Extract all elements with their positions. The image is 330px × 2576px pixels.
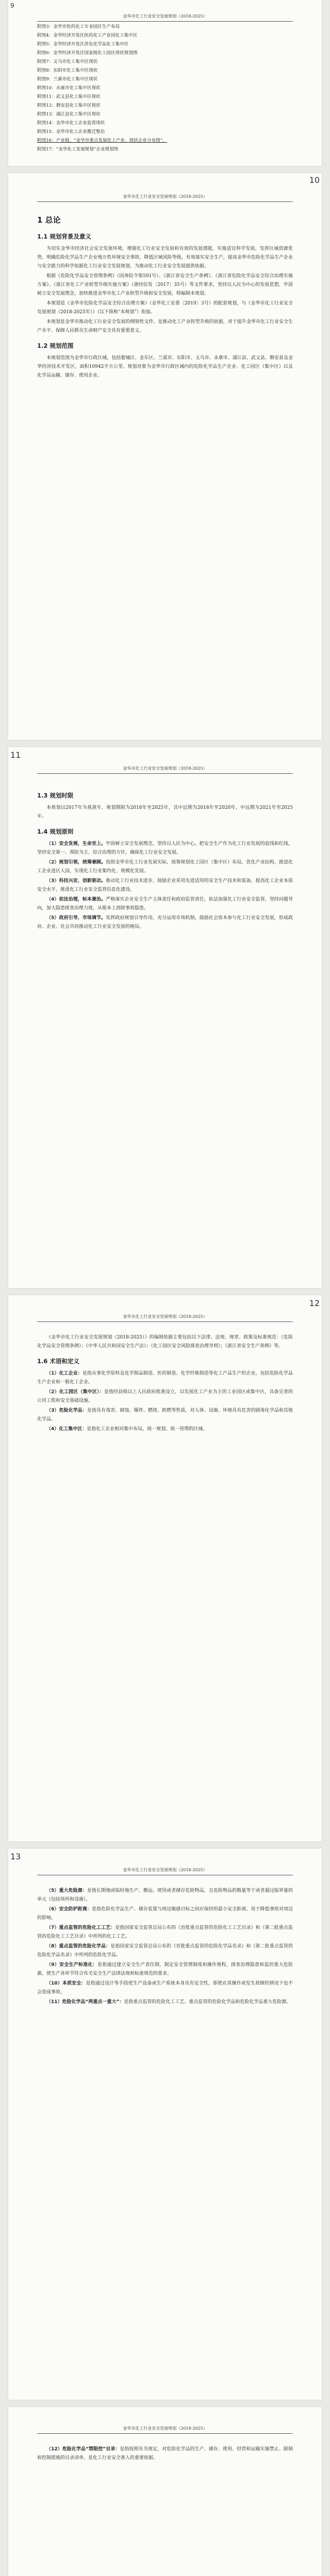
paragraph: 本规划范围为金华市行政区域，包括婺城区、金东区、兰溪市、东阳市、义乌市、永康市、浦江县、武义县、磐安县及金华经济技术开发区，面积10942平方公里。规划对象为金华市行政区域内的危险化学品生产企业、化工园区（集中区）以及化学品运输、储存、使用企业。 [37, 355, 293, 378]
principle-label: （4）依法治理，标本兼治。 [46, 897, 106, 902]
term-item [37, 1369, 293, 1387]
principle-text: 严格落实企业安全生产主体责任和政府监管责任，依法加强化工行业安全监管，坚持问题导向，加大隐患排查治理力度，从根本上消除事故隐患。 [37, 897, 293, 911]
term-item [37, 1979, 293, 1997]
toc-line: 附图17：“金华化工发展规划”企业规划图 [37, 147, 119, 152]
term-label: （5）重大危险源： [46, 1888, 87, 1893]
toc-line: 附图8：东阳市化工集中区现状 [37, 68, 98, 73]
toc-list [37, 23, 293, 154]
running-header: 金华市化工行业安全发展规划（2018-2025） [37, 194, 293, 202]
term-label: （9）安全生产标准化： [46, 1962, 98, 1968]
running-header: 金华市化工行业安全发展规划（2018-2025） [37, 1867, 293, 1875]
term-label: （11）危险化学品“两重点一重大”： [46, 1999, 124, 2005]
term-item [37, 1388, 293, 1405]
term-text: 是指国家安全监管总局公布的《首批重点监管的危险化学品名录》和《第二批重点监管的危险化学品名录》中所列的危险化学品。 [37, 1944, 293, 1958]
section-title: 1.6 术语和定义 [37, 1358, 79, 1365]
principle-text: 发挥政府规划引导作用，充分运用市场机制，鼓励社会资本参与化工行业安全发展，形成政府、企业、社会共同推动化工行业安全发展的格局。 [37, 916, 293, 929]
page-number: 11 [10, 750, 21, 760]
paragraph: 本规划是《金华市危险化学品安全综合治理方案》（金华化工安委〔2019〕3号）的配套规划，与《金华市化工行业安全发展规划（2018-2025年）》（以下简称“本规划”）衔接。 [37, 301, 293, 315]
term-text: 是指重点监管的危险化工工艺、重点监管的危险化学品和危险化学品重大危险源。 [124, 1999, 291, 2005]
running-header: 金华市化工行业安全发展规划（2018-2025） [37, 1314, 293, 1322]
term-item [37, 1406, 293, 1424]
page-number: 12 [309, 1298, 320, 1308]
principle-label: （1）安全发展，生命至上。 [46, 841, 106, 846]
term-text: 是指化工企业相对集中布局，统一规划、统一管理的区域。 [87, 1427, 208, 1432]
paragraph: 本规划以2017年为基准年，规划期限为2018年至2025年，其中近期为2018年至2020年，中远期为2021年至2025年。 [37, 805, 293, 819]
document-page-toc [8, 0, 322, 166]
toc-line: 附图3：金华市医药化工专业园区生产布局 [37, 24, 120, 29]
term-label: （12）危险化学品“禁限控”目录： [46, 2447, 120, 2452]
principle-item [37, 840, 293, 857]
toc-line: 附图11：武义县化工集中区现状 [37, 94, 101, 99]
term-text: 是指长期地或临时地生产、搬运、使用或者储存危险物品，且危险物品的数量等于或者超过临界量的单元（包括场所和设施）。 [37, 1888, 293, 1902]
toc-line: 附图4：金华经济开发区医药化工产业园化工集中区 [37, 33, 138, 38]
term-text: 是指经县级以上人民政府批准设立，以发展化工产业为主的工业园区或集中区，具备完善的公用工程和安全基础设施。 [37, 1389, 293, 1403]
toc-line: 附图14：金华市化工企业监管现状 [37, 121, 105, 126]
term-text: 是指通过设计等手段使生产设备或生产系统本身具有安全性，即使在误操作或发生故障的情况下也不会造成事故。 [37, 1981, 293, 1995]
toc-line: 附图13：浦江县化工集中区现状 [37, 112, 101, 117]
document-page-11 [8, 747, 322, 1288]
page-number: 13 [10, 1852, 21, 1861]
principle-label: （2）规划引领，统筹兼顾。 [46, 860, 106, 865]
term-item [37, 1942, 293, 1960]
running-header: 金华市化工行业安全发展规划（2018-2025） [37, 766, 293, 774]
section-title: 1.1 规划背景及意义 [37, 233, 91, 240]
section-title: 1.4 规划原则 [37, 828, 74, 835]
document-page-10 [8, 173, 322, 740]
term-text: 是指按照有关规定，对危险化学品的生产、储存、使用、经营和运输实施禁止、限制和控制措施的目录清单，是化工行业安全准入的重要依据。 [37, 2447, 293, 2461]
term-text: 是指具有毒害、腐蚀、爆炸、燃烧、助燃等性质，对人体、设施、环境具有危害的剧毒化学品和其他化学品。 [37, 1408, 293, 1422]
section-title: 1.2 规划范围 [37, 342, 74, 349]
term-text: 是指危险化学品生产、储存装置与周边敏感目标之间应保持的最小安全距离，用于降低事故对周边的影响。 [37, 1907, 293, 1921]
toc-line: 附图15：金华市化工企业搬迁整治 [37, 129, 105, 134]
section-title: 1.3 规划时限 [37, 792, 74, 799]
document-page-14 [8, 2407, 322, 2576]
term-label: （4）化工集中区： [46, 1427, 87, 1432]
document-page-12 [8, 1295, 322, 1841]
term-label: （2）化工园区（集中区）： [46, 1389, 104, 1395]
term-item [37, 1425, 293, 1434]
term-item [37, 1998, 293, 2007]
principle-item [37, 877, 293, 894]
principle-text: 按照金华市化工行业发展实际，统筹规划化工园区（集中区）布局，优化产业结构，推进化工企业进区入园，实现化工行业集约化、规模化发展。 [37, 860, 293, 874]
term-label: （8）重点监管的危险化学品： [46, 1944, 111, 1949]
term-item [37, 1961, 293, 1978]
toc-line: 附图12：磐安县化工集中区现状 [37, 103, 101, 108]
term-text: 是指从事化学原料及化学制品制造、医药制造、化学纤维制造等化工产品生产的企业，包括危险化学品生产企业和一般化工企业。 [37, 1371, 293, 1385]
principle-item [37, 914, 293, 931]
paragraph: 为切实金华市经济社会安全发展环境，增强化工行业安全发展和有效的发展潜能，实施适宜科学发展，发挥区域资源优势，明确危险化学品生产企业地方性环境安全事故，降低区域风险等级，有效落实安全生产，提高金华市危险化学品生产企业与安全能力的科学依据化工行业安全发展规划，为推动化工行业安全发展提供依据。 [37, 246, 293, 269]
page-number: 9 [10, 2, 14, 9]
document-page-13 [8, 1849, 322, 2400]
paragraph: 本规划是金华市推动化工行业安全发展的纲领性文件，是推动化工产业转型升级的依据，对于提升金华市化工行业安全生产水平、保障人民群众生命财产安全具有重要意义。 [37, 319, 293, 333]
principle-item [37, 895, 293, 913]
principle-item [37, 858, 293, 876]
toc-line: 附图9：兰溪市化工集中区现状 [37, 77, 98, 82]
toc-line: 附图7：义乌市化工集中区现状 [37, 59, 98, 64]
principle-label: （3）科技兴安，创新驱动。 [46, 878, 106, 884]
running-header: 金华市化工行业安全发展规划（2018-2025） [37, 2426, 293, 2434]
toc-line: 附图6：金华经济开发区国家级化工园区现状规划图 [37, 50, 138, 56]
term-text: 是指通过建立安全生产责任制，制定安全管理制度和操作规程，排查治理隐患和监控重大危险源，使生产各环节符合有关安全生产法律法规和标准规范的要求。 [37, 1962, 293, 1976]
term-label: （10）本质安全： [46, 1981, 86, 1986]
principle-text: 推动化工行业技术进步，鼓励企业采用先进适用的安全生产技术和装备，提高化工企业本质安全水平，推进化工行业安全监管信息化建设。 [37, 878, 293, 892]
page-number: 10 [309, 175, 320, 185]
principle-label: （5）政府引导，市场调节。 [46, 916, 106, 921]
term-text: 是指国家安全监管总局公布的《首批重点监管的危险化工工艺目录》和《第二批重点监管的危险化工工艺目录》中所列的化工工艺。 [37, 1925, 293, 1939]
term-item [37, 1905, 293, 1923]
toc-line: 附图16：产业链、“金华市重点发展化工产业、现状企业分布图”， [37, 138, 167, 143]
term-label: （1）化工企业： [46, 1371, 82, 1376]
term-item [37, 1887, 293, 1904]
term-label: （7）重点监管的危险化工工艺： [46, 1925, 116, 1930]
chapter-title: 1 总论 [37, 215, 61, 225]
term-item [37, 1924, 293, 1941]
principle-text: 牢固树立安全发展理念，坚持以人民为中心，把安全生产作为化工行业发展的底线和红线，坚持安全第一、预防为主、综合治理的方针，确保化工行业安全发展。 [37, 841, 293, 855]
term-label: （3）危险化学品： [46, 1408, 87, 1413]
running-header: 金华市化工行业安全发展规划（2018-2025） [37, 13, 293, 22]
term-label: （6）安全防护距离： [46, 1907, 92, 1912]
toc-line: 附图10：永康市化工集中区现状 [37, 86, 101, 91]
paragraph: 《金华市化工行业安全发展规划（2018-2025）》的编制依据主要包括以下法律、法规、规章、政策及标准规范：《危险化学品安全管理条例》；《中华人民共和国安全生产法》；《化工园区安全风险排查治理导则》；《浙江省安全生产条例》等。 [37, 1335, 293, 1349]
term-item [37, 2445, 293, 2463]
paragraph: 根据《危险化学品安全管理条例》（国务院令第591号）、《浙江省安全生产条例》、《浙江省危险化学品安全综合治理实施方案》、《浙江省化工产业转型升级实施方案》（浙经信发〔2017〕35号）等文件要求，坚持以人民为中心的发展思想，牢固树立安全发展理念，加快推进金华市化工产业转型升级和安全发展，特编制本规划。 [37, 274, 293, 296]
toc-line: 附图5：金华经济开发区涉危化学品化工集中区 [37, 42, 129, 47]
